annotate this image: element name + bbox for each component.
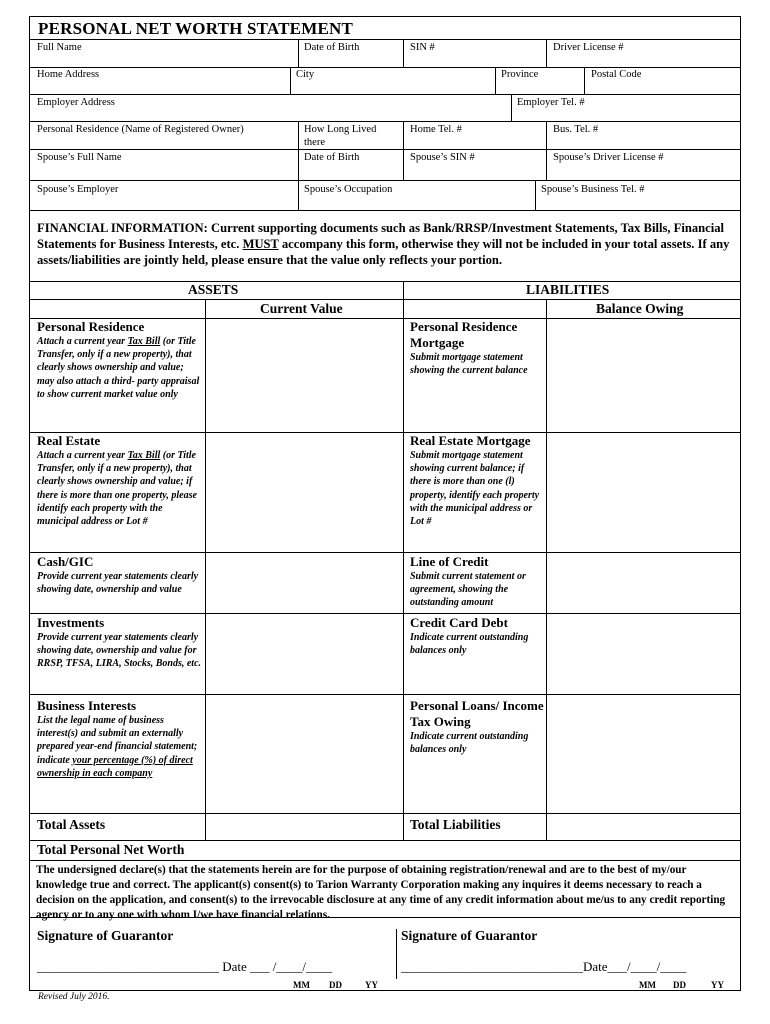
employer-address-label: Employer Address xyxy=(37,97,115,108)
home-tel-label: Home Tel. # xyxy=(410,124,462,135)
asset-cash-gic: Cash/GIC Provide current year statements clearly showing date, ownership and value xyxy=(37,554,199,596)
city-label: City xyxy=(296,69,315,80)
residence-owner-label: Personal Residence (Name of Registered Owner) xyxy=(37,124,244,135)
signature-line-left[interactable]: ____________________________ Date ___ /____/____ xyxy=(37,959,333,974)
page-title: PERSONAL NET WORTH STATEMENT xyxy=(38,19,354,38)
financial-information: FINANCIAL INFORMATION: Current supporting documents such as Bank/RRSP/Investment Statements, Tax Bills, Financial Statements for Business Interests, etc. MUST accompany this form, otherwise they will not be included in your total assets. If any assets/liabilities are jointly held, please ensure that the value only reflects your portion. xyxy=(37,221,730,267)
declaration-text: The undersigned declare(s) that the statements herein are for the purpose of obtaining registration/renewal and are to the best of my/our knowledge true and correct. The applicant(s) consent(s) to Tarion Warranty Corporation making any inquires it deems necessary to reach a decision on the application, and consent(s) to the irrevocable disclosure at any time of any credit information about me/us to any credit reporting agency or to any one with whom I/we have financial relations. xyxy=(36,864,726,921)
asset-real-estate: Real Estate Attach a current year Tax Bill (or Title Transfer, only if a new property), that clearly shows ownership and value; if there is more than one property, please identify each property with the municipal address or Lot # xyxy=(37,433,197,528)
postal-code-label: Postal Code xyxy=(591,69,642,80)
driver-license-label: Driver License # xyxy=(553,42,624,53)
total-liabilities-label: Total Liabilities xyxy=(410,817,501,832)
province-label: Province xyxy=(501,69,539,80)
spouse-occupation-label: Spouse’s Occupation xyxy=(304,184,393,195)
dd-left: DD xyxy=(329,980,342,990)
total-assets-label: Total Assets xyxy=(37,817,106,832)
liability-personal-loans: Personal Loans/ Income Tax Owing Indicate current outstanding balances only xyxy=(410,698,544,756)
spouse-dl-label: Spouse’s Driver License # xyxy=(553,152,664,163)
liability-line-of-credit: Line of Credit Submit current statement or agreement, showing the outstanding amount xyxy=(410,554,526,609)
full-name-label: Full Name xyxy=(37,42,82,53)
yy-left: YY xyxy=(365,980,378,990)
current-value-header: Current Value xyxy=(260,301,343,316)
spouse-dob-label: Date of Birth xyxy=(304,152,360,163)
signature-label-right: Signature of Guarantor xyxy=(401,928,538,943)
asset-personal-residence: Personal Residence Attach a current year Tax Bill (or Title Transfer, only if a new property), that clearly shows ownership and value; may also attach a third- party appraisal to show current market value only xyxy=(37,319,200,400)
liability-real-estate-mortgage: Real Estate Mortgage Submit mortgage statement showing current balance; if there is more than one (l) property, identify each property with the municipal address or Lot # xyxy=(410,433,540,528)
signature-line-right[interactable]: ____________________________Date___/____/____ xyxy=(401,959,687,974)
employer-tel-label: Employer Tel. # xyxy=(517,97,585,108)
how-long-label: How Long Lived there xyxy=(304,124,377,148)
spouse-name-label: Spouse’s Full Name xyxy=(37,152,122,163)
yy-right: YY xyxy=(711,980,724,990)
liabilities-header: LIABILITIES xyxy=(526,282,610,297)
sin-label: SIN # xyxy=(410,42,435,53)
net-worth-form xyxy=(29,16,741,991)
dob-label: Date of Birth xyxy=(304,42,360,53)
mm-left: MM xyxy=(293,980,310,990)
liability-residence-mortgage: Personal Residence Mortgage Submit mortgage statement showing the current balance xyxy=(410,319,528,377)
bus-tel-label: Bus. Tel. # xyxy=(553,124,599,135)
asset-investments: Investments Provide current year statements clearly showing date, ownership and value for RRSP, TFSA, LIRA, Stocks, Bonds, etc. xyxy=(37,615,202,670)
mm-right: MM xyxy=(639,980,656,990)
balance-owing-header: Balance Owing xyxy=(596,301,684,316)
signature-label-left: Signature of Guarantor xyxy=(37,928,174,943)
home-address-label: Home Address xyxy=(37,69,100,80)
total-net-worth-label: Total Personal Net Worth xyxy=(37,842,185,857)
dd-right: DD xyxy=(673,980,686,990)
assets-header: ASSETS xyxy=(188,282,239,297)
liability-credit-card: Credit Card Debt Indicate current outstanding balances only xyxy=(410,615,529,657)
revised-note: Revised July 2016. xyxy=(38,992,110,1002)
spouse-employer-label: Spouse’s Employer xyxy=(37,184,119,195)
asset-business-interests: Business Interests List the legal name of business interest(s) and submit an externally prepared year-end financial statement; indicate your percentage (%) of direct ownership in each company xyxy=(37,698,198,779)
spouse-sin-label: Spouse’s SIN # xyxy=(410,152,475,163)
spouse-bus-tel-label: Spouse’s Business Tel. # xyxy=(541,184,645,195)
